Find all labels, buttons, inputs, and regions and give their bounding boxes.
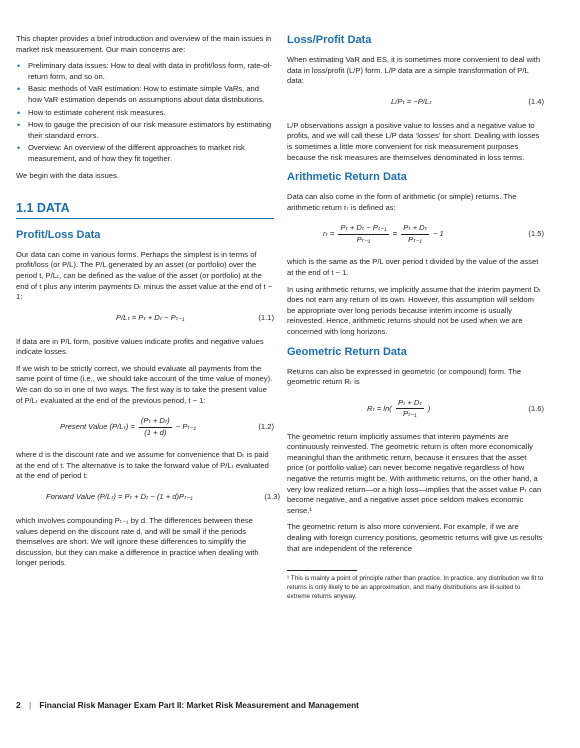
equation-1-4: L/Pₜ = −P/Lₜ (1.4) <box>391 96 544 106</box>
subsection-title: Loss/Profit Data <box>287 34 372 46</box>
equation-1-3: Forward Value (P/Lₜ) = Pₜ + Dₜ − (1 + d)Pₜ₋₁ (1.3) <box>46 492 280 502</box>
equation-1-2: Present Value (P/Lₜ) = $\frac{\text{(Pₜ + Dₜ)}}{(1 + d)}$ − Pₜ₋₁ (1.2) <box>60 416 274 437</box>
equation-number: (1.5) <box>528 229 544 239</box>
left-column <box>16 34 280 575</box>
paragraph: The geometric return implicitly assumes that interim payments are continuously reinvested. The geometric return is often more economically meaningful than the arithmetic return, because it ensures that the asset price (or portfolio value) can never become negative regardless of how negative the returns might be. With arithmetic returns, on the other hand, a very low realized return—or a high loss—implies that the asset value Pₜ can become negative, and a negative asset price seldom makes economic sense.¹ <box>287 431 542 515</box>
paragraph: which is the same as the P/L over period t divided by the value of the asset at the end of t − 1. <box>287 257 539 277</box>
paragraph: Our data can come in various forms. Perhaps the simplest is in terms of profit/loss (or P/L). The P/L generated by an asset (or portfolio) over the period t, P/Lₜ, can be defined as the value of the asset (or portfolio) at the end of t plus any interim payments Dₜ minus the asset value at the end of t − 1: <box>16 249 273 302</box>
bullet-dot-icon: • <box>17 61 21 72</box>
list-item: • Basic methods of VaR estimation: How to estimate simple VaRs, and how VaR estimation depends on assumptions about data distributions. <box>17 84 265 104</box>
bullet-dot-icon: • <box>17 143 21 154</box>
footnote-divider <box>287 570 357 571</box>
list-item: • How to gauge the precision of our risk measure estimators by estimating their standard errors. <box>17 120 272 140</box>
equation-number: (1.1) <box>258 312 274 322</box>
footnote: ¹ This is mainly a point of principle rather than practice. In practice, any distribution we fit to returns is only likely to be an approximation, and many distributions are ill-suited to extreme returns anyway. <box>287 575 544 600</box>
equation-number: (1.4) <box>528 96 544 106</box>
equation-number: (1.2) <box>258 422 274 432</box>
paragraph: Data can also come in the form of arithmetic (or simple) returns. The arithmetic return rₜ is defined as: <box>287 192 517 212</box>
paragraph: Returns can also be expressed in geometric (or compound) form. The geometric return Rₜ is <box>287 366 522 387</box>
subsection-title: Profit/Loss Data <box>16 228 101 241</box>
paragraph: The geometric return is also more convenient. For example, if we are dealing with foreign currency positions, geometric returns will give us results that are independent of the reference <box>287 522 543 553</box>
paragraph: In using arithmetic returns, we implicitly assume that the interim payment Dₜ does not earn any return of its own. However, this assumption will seldom be appropriate over long periods because interim income is usually reinvested. Hence, arithmetic returns should not be used when we are concerned with long horizons. <box>287 284 542 336</box>
concerns-list <box>16 61 274 164</box>
page-footer <box>16 700 359 710</box>
list-item: • Overview: An overview of the different approaches to market risk measurement, and of how they fit together. <box>17 143 245 163</box>
page-number: 2 <box>16 700 21 710</box>
right-column <box>287 34 544 602</box>
paragraph: L/P observations assign a positive value to losses and a negative value to profits, and we will call these L/P data ‘losses’ for short. Dealing with losses is sometimes a little more convenient for risk measurement purposes because the risk measures are themselves denominated in loss terms. <box>287 120 540 162</box>
equation-number: (1.6) <box>528 403 544 413</box>
equation-number: (1.3) <box>264 492 280 502</box>
paragraph: When estimating VaR and ES, it is sometimes more convenient to deal with data in loss/profit (L/P) form. L/P data are a simple transformation of P/L data: <box>287 55 541 86</box>
begin-paragraph: We begin with the data issues. <box>16 170 119 180</box>
paragraph: which involves compounding Pₜ₋₁ by d. The differences between these values depend on the discount rate d, and will be small if the periods themselves are short. We will ignore these differences to simplify the discussion, but they can make a difference in practice when dealing with longer periods. <box>16 516 259 568</box>
section-divider <box>16 218 274 219</box>
equation-1-1: P/Lₜ = Pₜ + Dₜ − Pₜ₋₁ (1.1) <box>116 312 274 322</box>
bullet-dot-icon: • <box>17 107 21 118</box>
intro-paragraph: This chapter provides a brief introduction and overview of the main issues in market risk measurement. Our main concerns are: <box>16 34 272 54</box>
list-item: • Preliminary data issues: How to deal with data in profit/loss form, rate-of-return form, and so on. <box>17 61 272 81</box>
equation-1-6: Rₜ = ln( $\frac{\text{Pₜ + Dₜ}}{\text{Pₜ₋₁}}$ ) (1.6) <box>367 397 544 419</box>
running-title: Financial Risk Manager Exam Part II: Market Risk Measurement and Management <box>39 700 359 710</box>
section-title: 1.1 DATA <box>16 201 70 216</box>
bullet-dot-icon: • <box>17 120 21 131</box>
paragraph: where d is the discount rate and we assume for convenience that Dₜ is paid at the end of t. The alternative is to take the forward value of P/Lₜ evaluated at the end of period t: <box>16 450 269 481</box>
subsection-title: Arithmetic Return Data <box>287 171 407 184</box>
list-item: • How to estimate coherent risk measures. <box>17 107 166 118</box>
footer-separator: | <box>28 700 32 710</box>
paragraph: If data are in P/L form, positive values indicate profits and negative values indicate losses. <box>16 336 264 357</box>
subsection-title: Geometric Return Data <box>287 345 407 358</box>
paragraph: If we wish to be strictly correct, we should evaluate all payments from the same point of time (i.e., we should take account of the time value of money). We can do so in one of two ways. The first way is to take the present value of P/Lₜ evaluated at the end of the previous period, t − 1: <box>16 363 273 405</box>
bullet-dot-icon: • <box>17 84 21 95</box>
equation-1-5: rₜ = $\frac{\text{Pₜ + Dₜ − Pₜ₋₁}}{\text{Pₜ₋₁}}$ = $\frac{\text{Pₜ + Dₜ}}{\text{Pₜ₋₁}}$ − 1 (1.5) <box>323 223 544 244</box>
